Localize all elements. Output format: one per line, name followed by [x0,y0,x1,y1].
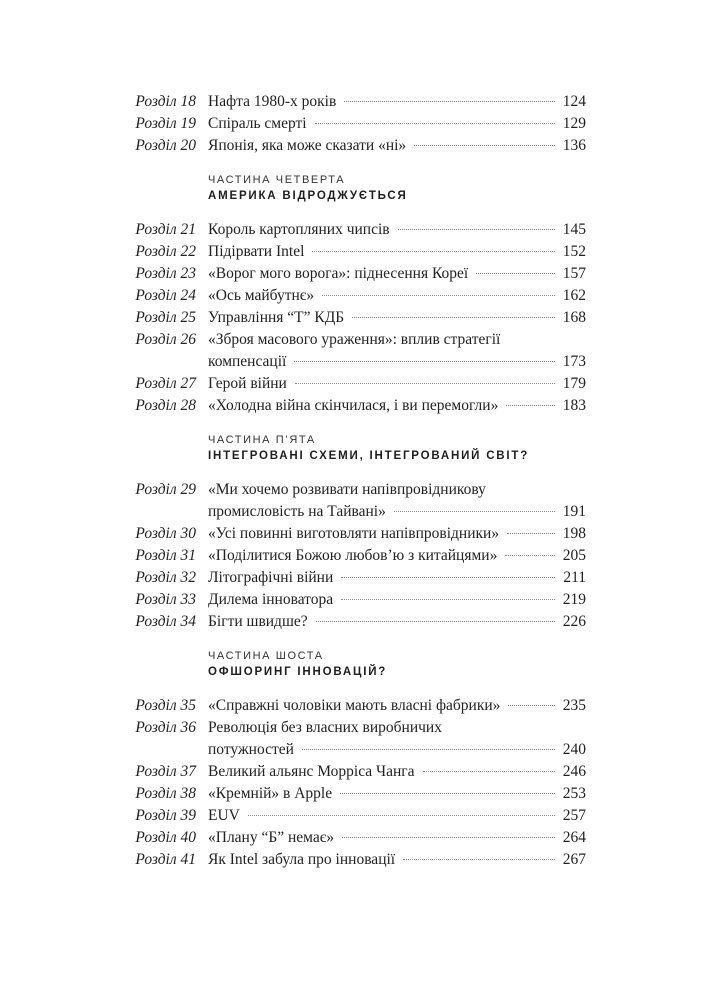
entry-line [208,351,586,373]
entry-line [208,761,586,783]
entry-line [208,739,586,761]
entry-line [208,589,586,611]
entry-body [208,285,586,307]
entry-line [208,219,586,241]
part-title: ІНТЕГРОВАНІ СХЕМИ, ІНТЕГРОВАНИЙ СВІТ? [208,450,530,462]
chapter-title: потужностей [208,741,294,758]
entry-body [208,373,586,395]
entry-body [208,395,586,417]
page-number: 226 [562,613,586,630]
page-number: 183 [562,397,586,414]
entry-line [208,783,586,805]
chapter-number: Розділ 39 [135,807,196,824]
chapter-title: «Ми хочемо розвивати напівпровідникову [208,481,486,498]
entry-line [208,501,586,523]
page-number: 129 [562,115,586,132]
chapter-title: Спіраль смерті [208,115,307,132]
chapter-title: Як Intel забула про інновації [208,851,396,868]
chapter-number: Розділ 38 [135,785,196,802]
chapter-number: Розділ 24 [135,287,196,304]
dot-leader [341,599,555,600]
entry-body [208,761,586,783]
entry-line [208,479,586,501]
entry-body [208,611,586,633]
entry-body [208,783,586,805]
page-number: 173 [562,353,586,370]
chapter-number: Розділ 19 [135,115,196,132]
part-label: ЧАСТИНА ЧЕТВЕРТА [208,174,346,186]
dot-leader [315,123,555,124]
chapter-title: EUV [208,807,240,824]
entry-line [208,717,586,739]
dot-leader [344,101,554,102]
entry-body [208,91,586,113]
page-number: 235 [562,697,586,714]
entry-line [208,611,586,633]
entry-line [208,523,586,545]
part-label: ЧАСТИНА ШОСТА [208,650,324,662]
page-number: 162 [562,287,586,304]
chapter-title: Герой війни [208,375,287,392]
entry-line [208,263,586,285]
entry-line [208,113,586,135]
chapter-title: промисловість на Тайвані» [208,503,386,520]
entry-body [208,329,586,373]
page-number: 168 [562,309,586,326]
entry-body [208,567,586,589]
chapter-title: Підірвати Intel [208,243,305,260]
page-number: 246 [562,763,586,780]
entry-body [208,849,586,871]
entry-line [208,695,586,717]
page-number: 145 [562,221,586,238]
dot-leader [248,815,555,816]
dot-leader [316,621,555,622]
part-label: ЧАСТИНА П’ЯТА [208,434,316,446]
chapter-title: Великий альянс Морріса Чанга [208,763,415,780]
entry-body [208,805,586,827]
chapter-title: Революція без власних виробничих [208,719,442,736]
chapter-title: «Справжні чоловіки мають власні фабрики» [208,697,501,714]
page-number: 219 [562,591,586,608]
entry-body [208,135,586,157]
chapter-number: Розділ 32 [135,569,196,586]
chapter-number: Розділ 37 [135,763,196,780]
chapter-number: Розділ 36 [135,719,196,736]
dot-leader [302,749,555,750]
chapter-number: Розділ 31 [135,547,196,564]
chapter-number: Розділ 21 [135,221,196,238]
entry-body [208,545,586,567]
chapter-title: «Поділитися Божою любов’ю з китайцями» [208,547,498,564]
page-number: 211 [563,569,586,586]
chapter-title: компенсації [208,353,287,370]
dot-leader [505,555,554,556]
entry-line [208,329,586,351]
page-number: 152 [562,243,586,260]
dot-leader [294,361,554,362]
page-number: 205 [562,547,586,564]
chapter-title: «Ворог мого ворога»: піднесення Кореї [208,265,469,282]
entry-line [208,285,586,307]
entry-line [208,241,586,263]
entry-body [208,113,586,135]
chapter-number: Розділ 23 [135,265,196,282]
dot-leader [341,577,555,578]
entry-line [208,307,586,329]
dot-leader [340,793,555,794]
chapter-title: Управління “Т” КДБ [208,309,345,326]
part-heading [208,648,608,680]
chapter-title: Дилема інноватора [208,591,334,608]
chapter-title: Японія, яка може сказати «ні» [208,137,407,154]
entry-body [208,219,586,241]
chapter-number: Розділ 35 [135,697,196,714]
chapter-number: Розділ 27 [135,375,196,392]
chapter-number: Розділ 22 [135,243,196,260]
page-number: 179 [562,375,586,392]
chapter-number: Розділ 33 [135,591,196,608]
dot-leader [508,705,554,706]
page-number: 124 [562,93,586,110]
page-number: 267 [562,851,586,868]
entry-line [208,827,586,849]
page-number: 198 [562,525,586,542]
chapter-number: Розділ 41 [135,851,196,868]
chapter-number: Розділ 25 [135,309,196,326]
entry-line [208,805,586,827]
chapter-title: «Плану “Б” немає» [208,829,335,846]
chapter-title: «Усі повинні виготовляти напівпровідники» [208,525,500,542]
page-number: 240 [562,741,586,758]
entry-body [208,241,586,263]
page-number: 264 [562,829,586,846]
dot-leader [394,511,555,512]
dot-leader [352,317,555,318]
part-title: ОФШОРИНГ ІННОВАЦІЙ? [208,666,388,678]
dot-leader [322,295,555,296]
part-heading [208,172,608,204]
entry-body [208,263,586,285]
page-number: 191 [562,503,586,520]
entry-body [208,827,586,849]
chapter-number: Розділ 18 [135,93,196,110]
dot-leader [414,145,555,146]
entry-line [208,849,586,871]
chapter-title: «Холодна війна скінчилася, і ви перемогли» [208,397,499,414]
chapter-title: «Кремній» в Apple [208,785,333,802]
chapter-title: Літографічні війни [208,569,334,586]
chapter-number: Розділ 29 [135,481,196,498]
chapter-number: Розділ 20 [135,137,196,154]
chapter-title: Король картопляних чипсів [208,221,390,238]
dot-leader [507,533,555,534]
dot-leader [342,837,555,838]
page-number: 253 [562,785,586,802]
entry-body [208,479,586,523]
entry-body [208,307,586,329]
dot-leader [312,251,554,252]
chapter-number: Розділ 30 [135,525,196,542]
chapter-title: «Ось майбутнє» [208,287,315,304]
chapter-title: Бігти швидше? [208,613,308,630]
chapter-number: Розділ 34 [135,613,196,630]
entry-line [208,567,586,589]
entry-body [208,523,586,545]
part-title: АМЕРИКА ВІДРОДЖУЄТЬСЯ [208,190,408,202]
entry-body [208,589,586,611]
dot-leader [506,405,554,406]
dot-leader [423,771,555,772]
entry-line [208,91,586,113]
chapter-title: «Зброя масового ураження»: вплив стратегії [208,331,501,348]
dot-leader [398,229,555,230]
chapter-number: Розділ 28 [135,397,196,414]
entry-line [208,395,586,417]
chapter-title: Нафта 1980-х років [208,93,337,110]
page-number: 257 [562,807,586,824]
page-number: 157 [562,265,586,282]
page-number: 136 [562,137,586,154]
dot-leader [403,859,555,860]
entry-body [208,695,586,717]
part-heading [208,432,608,464]
chapter-number: Розділ 26 [135,331,196,348]
dot-leader [295,383,555,384]
chapter-number: Розділ 40 [135,829,196,846]
entry-line [208,545,586,567]
entry-line [208,373,586,395]
entry-line [208,135,586,157]
entry-body [208,717,586,761]
dot-leader [476,273,555,274]
